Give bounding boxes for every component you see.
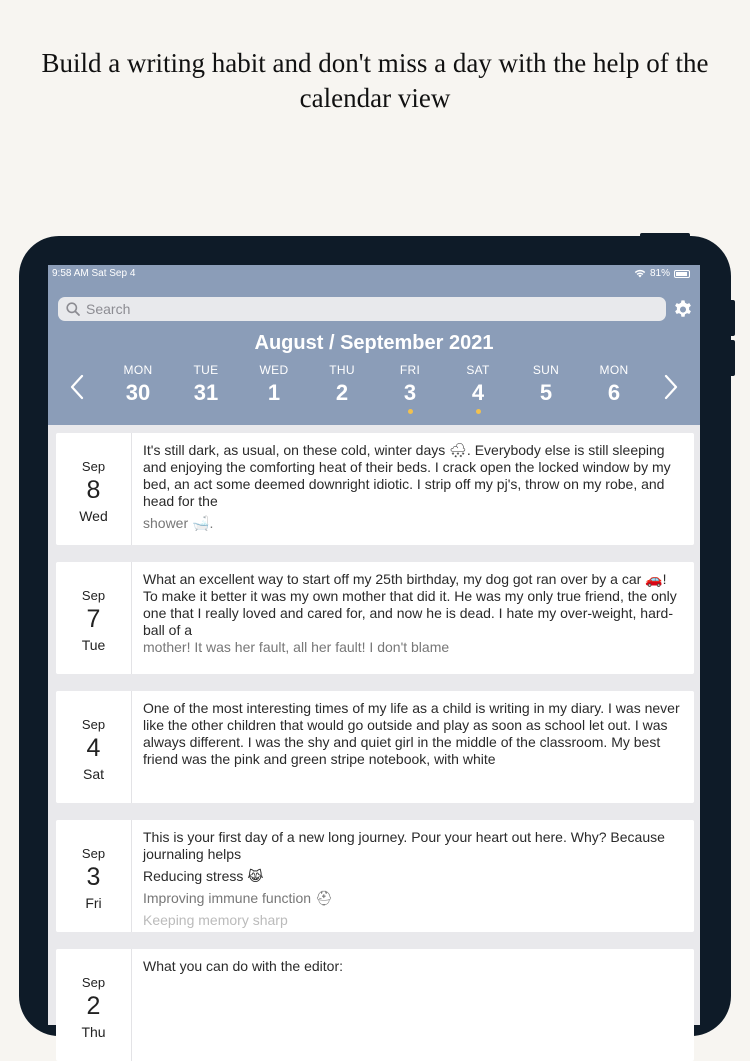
app-screen bbox=[48, 265, 700, 1040]
entry-line: This is your first day of a new long journey. Pour your heart out here. Why? Because journaling helps bbox=[143, 829, 665, 862]
entry-line: One of the most interesting times of my life as a child is writing in my diary. I was never like the other children that would go outside and play as soon as school let out. I was always different. I was the shy and quiet girl in the middle of the classroom. My best friend was the pink and green stripe notebook, with white bbox=[143, 700, 680, 767]
day-number: 6 bbox=[607, 380, 621, 405]
journal-entry-card[interactable] bbox=[56, 562, 694, 674]
entry-line: Reducing stress 😹 bbox=[143, 868, 264, 884]
day-of-week: SUN bbox=[532, 363, 560, 377]
search-bar[interactable] bbox=[58, 297, 666, 321]
entry-line: Keeping memory sharp bbox=[143, 912, 288, 928]
journal-entry-card[interactable] bbox=[56, 949, 694, 1061]
day-of-week: SAT bbox=[466, 363, 490, 377]
status-bar bbox=[52, 268, 690, 282]
entry-day: 8 bbox=[86, 476, 101, 504]
entry-date bbox=[56, 691, 132, 803]
entry-day: 4 bbox=[86, 734, 101, 762]
battery-percent: 81% bbox=[649, 268, 670, 279]
power-button bbox=[640, 233, 690, 238]
day-number: 3 bbox=[403, 380, 417, 405]
entry-line: mother! It was her fault, all her fault! I don't blame bbox=[143, 639, 450, 655]
entry-preview bbox=[143, 700, 680, 768]
day-of-week: WED bbox=[259, 363, 289, 377]
next-week-arrow-icon[interactable] bbox=[660, 373, 680, 401]
volume-up-button bbox=[729, 300, 735, 336]
entry-day: 3 bbox=[86, 863, 101, 891]
entry-month: Sep bbox=[81, 459, 106, 474]
calendar-day[interactable] bbox=[176, 363, 236, 406]
status-time: 9:58 AM Sat Sep 4 bbox=[52, 268, 136, 279]
entry-month: Sep bbox=[81, 717, 106, 732]
day-of-week: MON bbox=[599, 363, 629, 377]
volume-down-button bbox=[729, 340, 735, 376]
entry-indicator-dot bbox=[408, 409, 413, 414]
entry-line: Improving immune function ⛑ bbox=[143, 890, 333, 906]
entry-indicator-dot bbox=[476, 409, 481, 414]
entry-date bbox=[56, 949, 132, 1061]
entry-month: Sep bbox=[81, 588, 106, 603]
promo-headline: Build a writing habit and don't miss a day with the help of the calendar view bbox=[41, 48, 709, 113]
calendar-day[interactable] bbox=[448, 363, 508, 414]
day-number: 5 bbox=[539, 380, 553, 405]
entry-weekday: Tue bbox=[81, 637, 106, 653]
entry-month: Sep bbox=[81, 975, 106, 990]
day-of-week: THU bbox=[329, 363, 355, 377]
calendar-day[interactable] bbox=[108, 363, 168, 406]
battery-icon bbox=[674, 270, 690, 278]
calendar-day[interactable] bbox=[244, 363, 304, 406]
search-icon bbox=[66, 302, 80, 316]
calendar-header bbox=[48, 265, 700, 425]
calendar-day[interactable] bbox=[312, 363, 372, 406]
entry-line: shower 🛁. bbox=[143, 515, 214, 531]
entry-line: What you can do with the editor: bbox=[143, 958, 343, 974]
calendar-day[interactable] bbox=[584, 363, 644, 406]
day-of-week: FRI bbox=[399, 363, 421, 377]
wifi-icon bbox=[634, 269, 646, 278]
day-number: 1 bbox=[267, 380, 281, 405]
entry-weekday: Fri bbox=[85, 895, 102, 911]
entry-date bbox=[56, 820, 132, 932]
calendar-day[interactable] bbox=[516, 363, 576, 406]
entry-day: 7 bbox=[86, 605, 101, 633]
gear-icon[interactable] bbox=[672, 299, 694, 321]
entry-preview bbox=[143, 829, 680, 929]
entry-month: Sep bbox=[81, 846, 106, 861]
search-input[interactable] bbox=[86, 301, 646, 317]
entry-preview bbox=[143, 958, 680, 975]
day-number: 4 bbox=[471, 380, 485, 405]
previous-week-arrow-icon[interactable] bbox=[68, 373, 88, 401]
entry-weekday: Sat bbox=[82, 766, 104, 782]
day-of-week: TUE bbox=[193, 363, 219, 377]
day-number: 2 bbox=[335, 380, 349, 405]
entry-weekday: Thu bbox=[81, 1024, 106, 1040]
journal-entry-card[interactable] bbox=[56, 433, 694, 545]
month-title: August / September 2021 bbox=[254, 332, 494, 354]
entry-line: What an excellent way to start off my 25th birthday, my dog got ran over by a car 🚗! To make it better it was my own mother that did it. He was my only true friend, the only one that I really loved and cared for, and now he is dead. I hate my over-weight, hard-ball of a bbox=[143, 571, 677, 638]
calendar-day[interactable] bbox=[380, 363, 440, 414]
day-number: 30 bbox=[125, 380, 151, 405]
entry-weekday: Wed bbox=[79, 508, 108, 524]
entry-day: 2 bbox=[86, 992, 101, 1020]
day-of-week: MON bbox=[123, 363, 153, 377]
entry-line: It's still dark, as usual, on these cold, winter days 🌨. Everybody else is still sleeping and enjoying the comforting heat of their beds. I crack open the locked window by my bed, an act some deemed downright idiotic. I strip off my pj's, throw on my robe, and head for the bbox=[143, 442, 671, 509]
entry-preview bbox=[143, 442, 680, 532]
day-number: 31 bbox=[193, 380, 219, 405]
journal-entry-card[interactable] bbox=[56, 691, 694, 803]
entry-preview bbox=[143, 571, 680, 656]
status-right bbox=[634, 268, 690, 279]
entry-date bbox=[56, 562, 132, 674]
entry-date bbox=[56, 433, 132, 545]
journal-entry-card[interactable] bbox=[56, 820, 694, 932]
